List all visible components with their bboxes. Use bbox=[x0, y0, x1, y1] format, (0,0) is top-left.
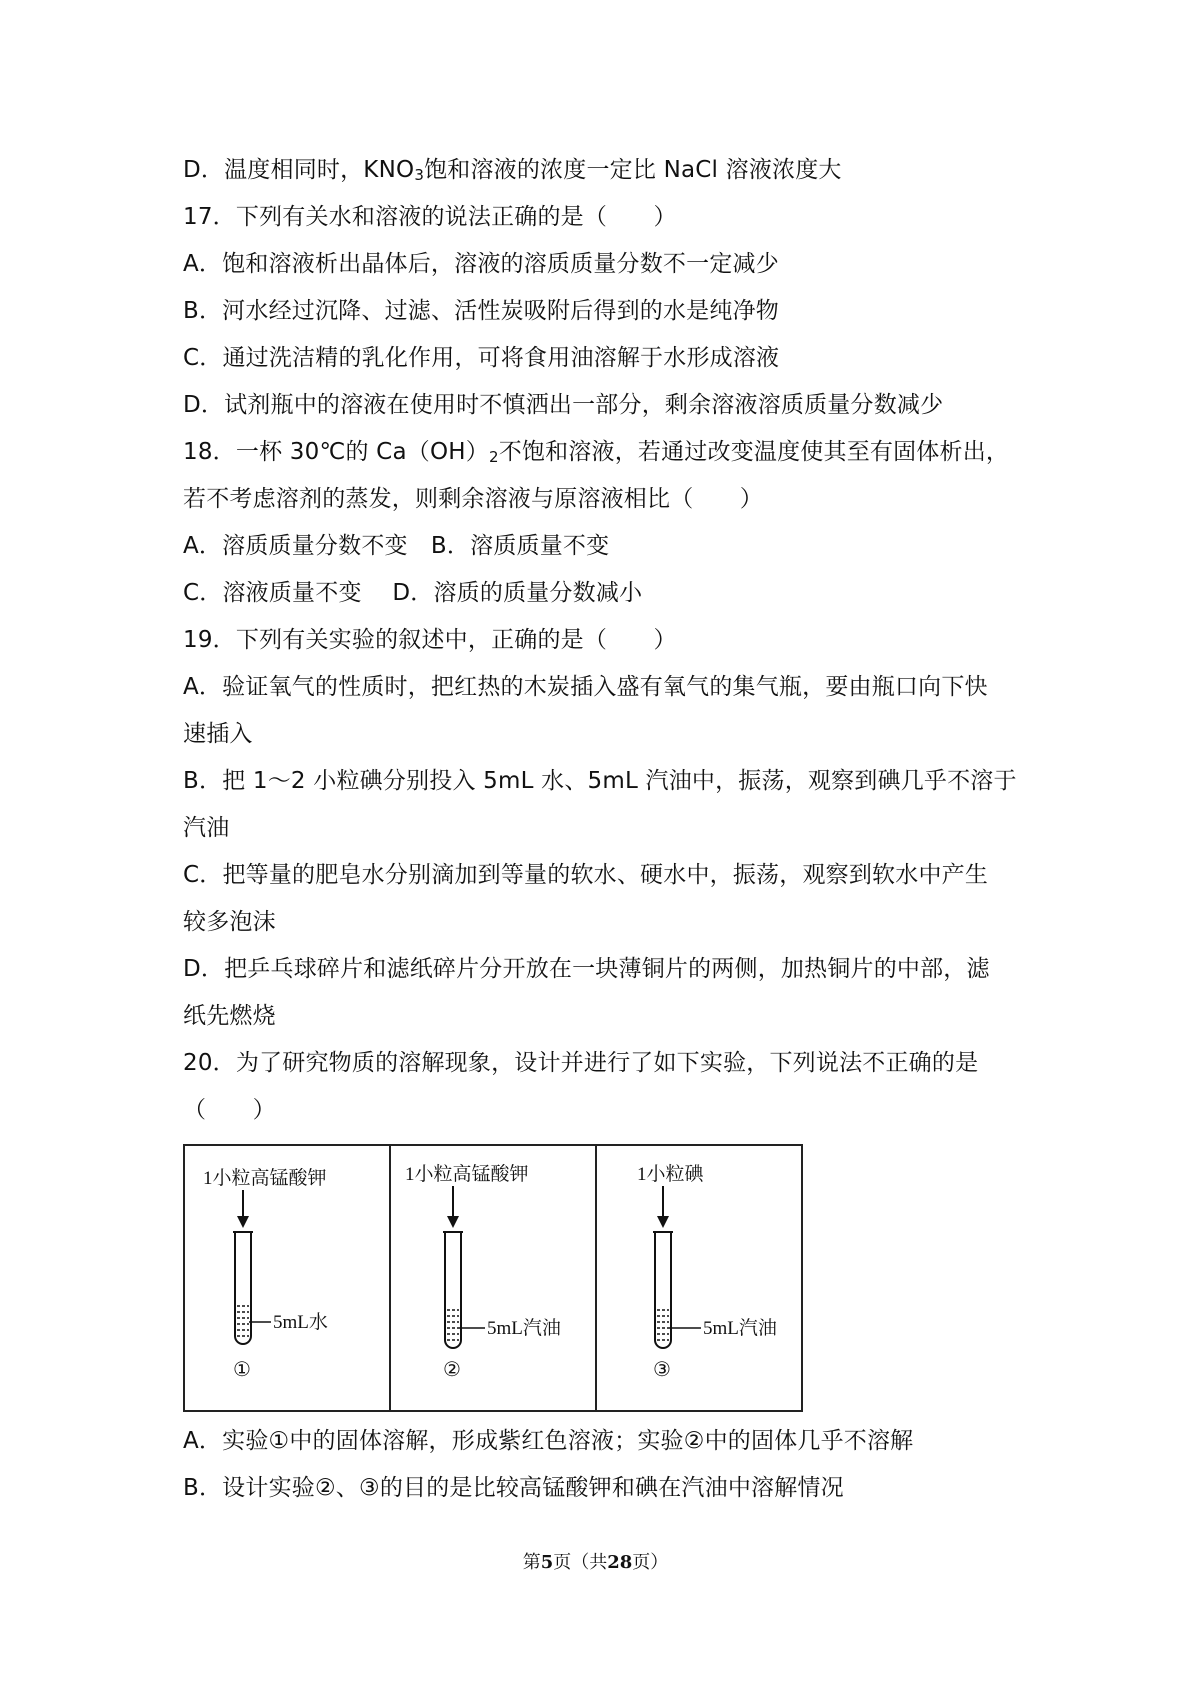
q20-stem: 20．为了研究物质的溶解现象，设计并进行了如下实验，下列说法不正确的是 bbox=[183, 1050, 979, 1076]
test-tube-icon bbox=[653, 1232, 673, 1348]
q19-option-c-cont: 较多泡沫 bbox=[183, 909, 276, 935]
q18-options-ab: A．溶质质量分数不变 B．溶质质量不变 bbox=[183, 533, 610, 559]
experiment-panel-2 bbox=[389, 1146, 595, 1410]
solvent-label: 5mL水 bbox=[273, 1312, 328, 1333]
q17-option-d: D．试剂瓶中的溶液在使用时不慎洒出一部分，剩余溶液溶质质量分数减少 bbox=[183, 392, 944, 418]
q19-option-d: D．把乒乓球碎片和滤纸碎片分开放在一块薄铜片的两侧，加热铜片的中部，滤 bbox=[183, 956, 990, 982]
q18-stem: 18．一杯 30℃的 $Ca(OH)_2$不饱和溶液，若通过改变温度使其至有固体析出， bbox=[183, 439, 1010, 466]
experiment-number: ③ bbox=[653, 1357, 671, 1381]
q20-stem-cont: （ ） bbox=[183, 1097, 276, 1123]
page-number: 5 bbox=[540, 1552, 554, 1573]
q17-stem: 17．下列有关水和溶液的说法正确的是（ ） bbox=[183, 204, 677, 230]
solvent-label: 5mL汽油 bbox=[703, 1318, 777, 1339]
q19-option-b: B．把 1～2 小粒碘分别投入 5mL 水、5mL 汽油中，振荡，观察到碘几乎不溶于 bbox=[183, 768, 1017, 794]
question-text bbox=[183, 147, 1023, 1512]
q19-option-d-cont: 纸先燃烧 bbox=[183, 1003, 276, 1029]
q20-option-b: B．设计实验②、③的目的是比较高锰酸钾和碘在汽油中溶解情况 bbox=[183, 1475, 844, 1501]
q20-option-a: A．实验①中的固体溶解，形成紫红色溶液；实验②中的固体几乎不溶解 bbox=[183, 1428, 914, 1454]
q19-option-a-cont: 速插入 bbox=[183, 721, 253, 747]
solute-label: 1小粒高锰酸钾 bbox=[405, 1164, 529, 1185]
q17-option-b: B．河水经过沉降、过滤、活性炭吸附后得到的水是纯净物 bbox=[183, 298, 779, 324]
test-tube-icon bbox=[443, 1232, 463, 1348]
test-tube-icon bbox=[233, 1232, 253, 1344]
page-total: 28 bbox=[607, 1552, 633, 1573]
experiment-number: ② bbox=[443, 1357, 461, 1381]
solute-label: 1小粒碘 bbox=[637, 1164, 704, 1185]
q19-option-a: A．验证氧气的性质时，把红热的木炭插入盛有氧气的集气瓶，要由瓶口向下快 bbox=[183, 674, 988, 700]
solvent-label: 5mL汽油 bbox=[487, 1318, 561, 1339]
page-footer: 第5页（共28页） bbox=[522, 1552, 669, 1573]
experiment-panel-3 bbox=[595, 1146, 801, 1410]
q16-option-d: D．温度相同时，$KNO_3$饱和溶液的浓度一定比 NaCl 溶液浓度大 bbox=[183, 157, 842, 184]
q19-option-b-cont: 汽油 bbox=[183, 815, 230, 841]
experiment-figure bbox=[183, 1144, 803, 1412]
q18-stem-cont: 若不考虑溶剂的蒸发，则剩余溶液与原溶液相比（ ） bbox=[183, 486, 763, 512]
q17-option-c: C．通过洗洁精的乳化作用，可将食用油溶解于水形成溶液 bbox=[183, 345, 780, 371]
q19-option-c: C．把等量的肥皂水分别滴加到等量的软水、硬水中，振荡，观察到软水中产生 bbox=[183, 862, 989, 888]
q19-stem: 19．下列有关实验的叙述中，正确的是（ ） bbox=[183, 627, 677, 653]
solute-label: 1小粒高锰酸钾 bbox=[203, 1168, 327, 1189]
q17-option-a: A．饱和溶液析出晶体后，溶液的溶质质量分数不一定减少 bbox=[183, 251, 779, 277]
experiment-number: ① bbox=[233, 1357, 251, 1381]
experiment-panel-1 bbox=[185, 1146, 389, 1410]
q18-options-cd: C．溶液质量不变 D．溶质的质量分数减小 bbox=[183, 580, 643, 606]
